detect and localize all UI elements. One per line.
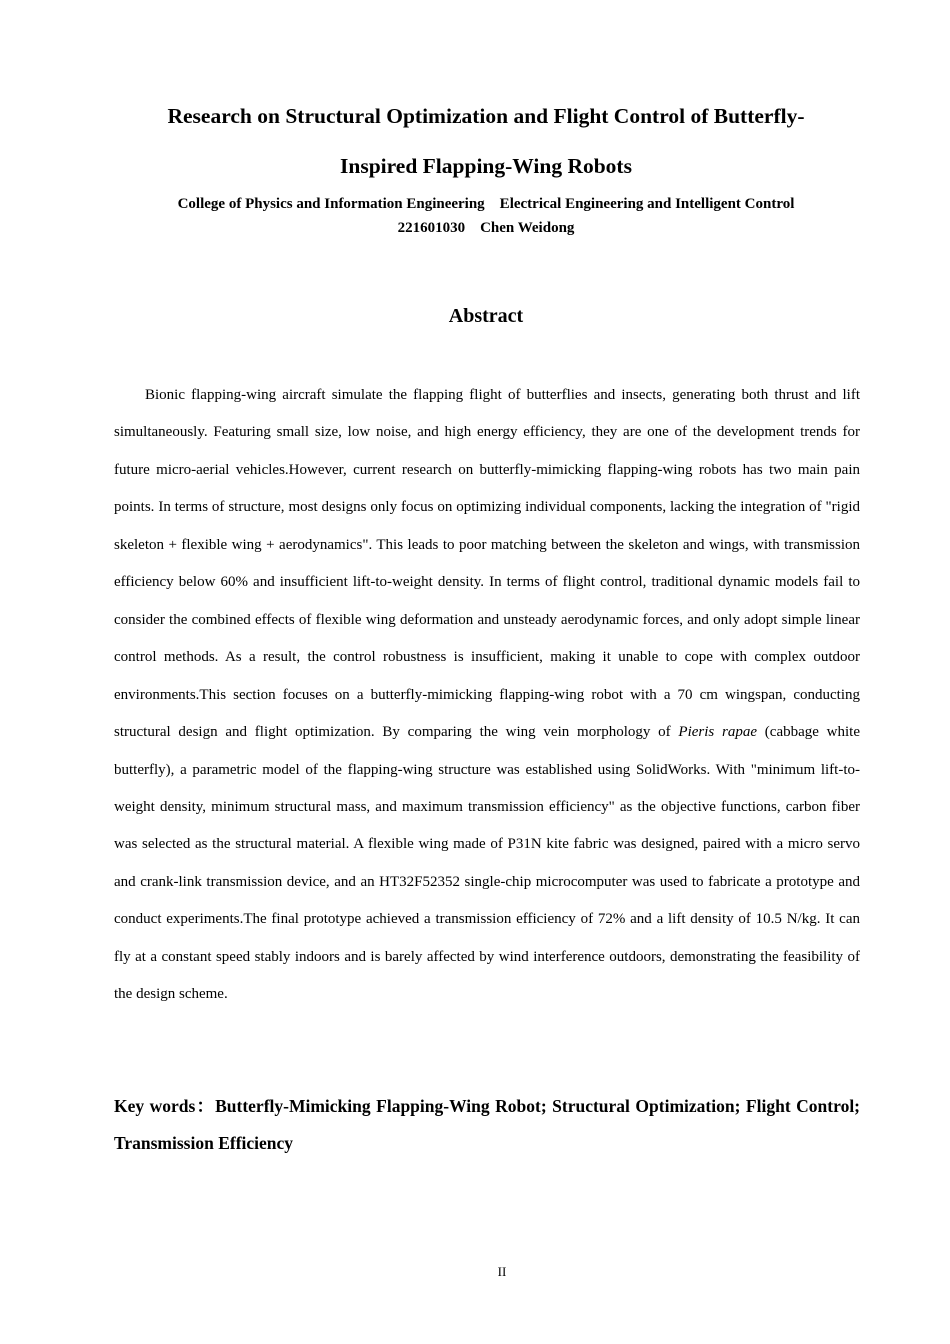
abstract-text-part-1: Bionic flapping-wing aircraft simulate the flapping flight of butterflies and insects, generating both thrust and lift simultaneously. Featuring small size, low noise, and high energy efficiency, they are one of the development trends for future micro-aerial vehicles.However, current research on butterfly-mimicking flapping-wing robots has two main pain points. In terms of structure, most designs only focus on optimizing individual components, lacking the integration of "rigid skeleton + flexible wing + aerodynamics". This leads to poor matching between the skeleton and wings, with transmission efficiency below 60% and insufficient lift-to-weight density. In terms of flight control, traditional dynamic models fail to consider the combined effects of flexible wing deformation and unsteady aerodynamic forces, and only adopt simple linear control methods. As a result, the control robustness is insufficient, making it unable to cope with complex outdoor environments.This section focuses on a butterfly-mimicking flapping-wing robot with a 70 cm wingspan, conducting structural design and flight optimization. By comparing the wing vein morphology of <box>114 387 860 741</box>
paper-title-line-2: Inspired Flapping-Wing Robots <box>340 154 632 178</box>
keywords-text: Butterfly-Mimicking Flapping-Wing Robot; Structural Optimization; Flight Control; Transmission Efficiency <box>114 1096 861 1153</box>
abstract-heading: Abstract <box>448 305 524 327</box>
page-number: II <box>497 1264 507 1279</box>
keywords <box>114 1088 860 1162</box>
abstract-text-part-2: (cabbage white butterfly), a parametric model of the flapping-wing structure was established using SolidWorks. With "minimum lift-to-weight density, minimum structural mass, and maximum transmission efficiency" as the objective functions, carbon fiber was selected as the structural material. A flexible wing made of P31N kite fabric was designed, paired with a micro servo and crank-link transmission device, and an HT32F52352 single-chip microcomputer was used to fabricate a prototype and conduct experiments.The final prototype achieved a transmission efficiency of 72% and a lift density of 10.5 N/kg. It can fly at a constant speed stably indoors and is barely affected by wind interference outdoors, demonstrating the feasibility of the design scheme. <box>114 724 861 1003</box>
keywords-label: Key words： <box>114 1096 216 1116</box>
species-name: Pieris rapae <box>678 724 758 741</box>
author-line: 221601030 Chen Weidong <box>397 220 575 236</box>
paper-title-line-1: Research on Structural Optimization and Flight Control of Butterfly- <box>167 104 805 128</box>
affiliation-line: College of Physics and Information Engineering Electrical Engineering and Intelligent Control <box>177 196 795 212</box>
abstract-paragraph <box>114 377 860 1014</box>
